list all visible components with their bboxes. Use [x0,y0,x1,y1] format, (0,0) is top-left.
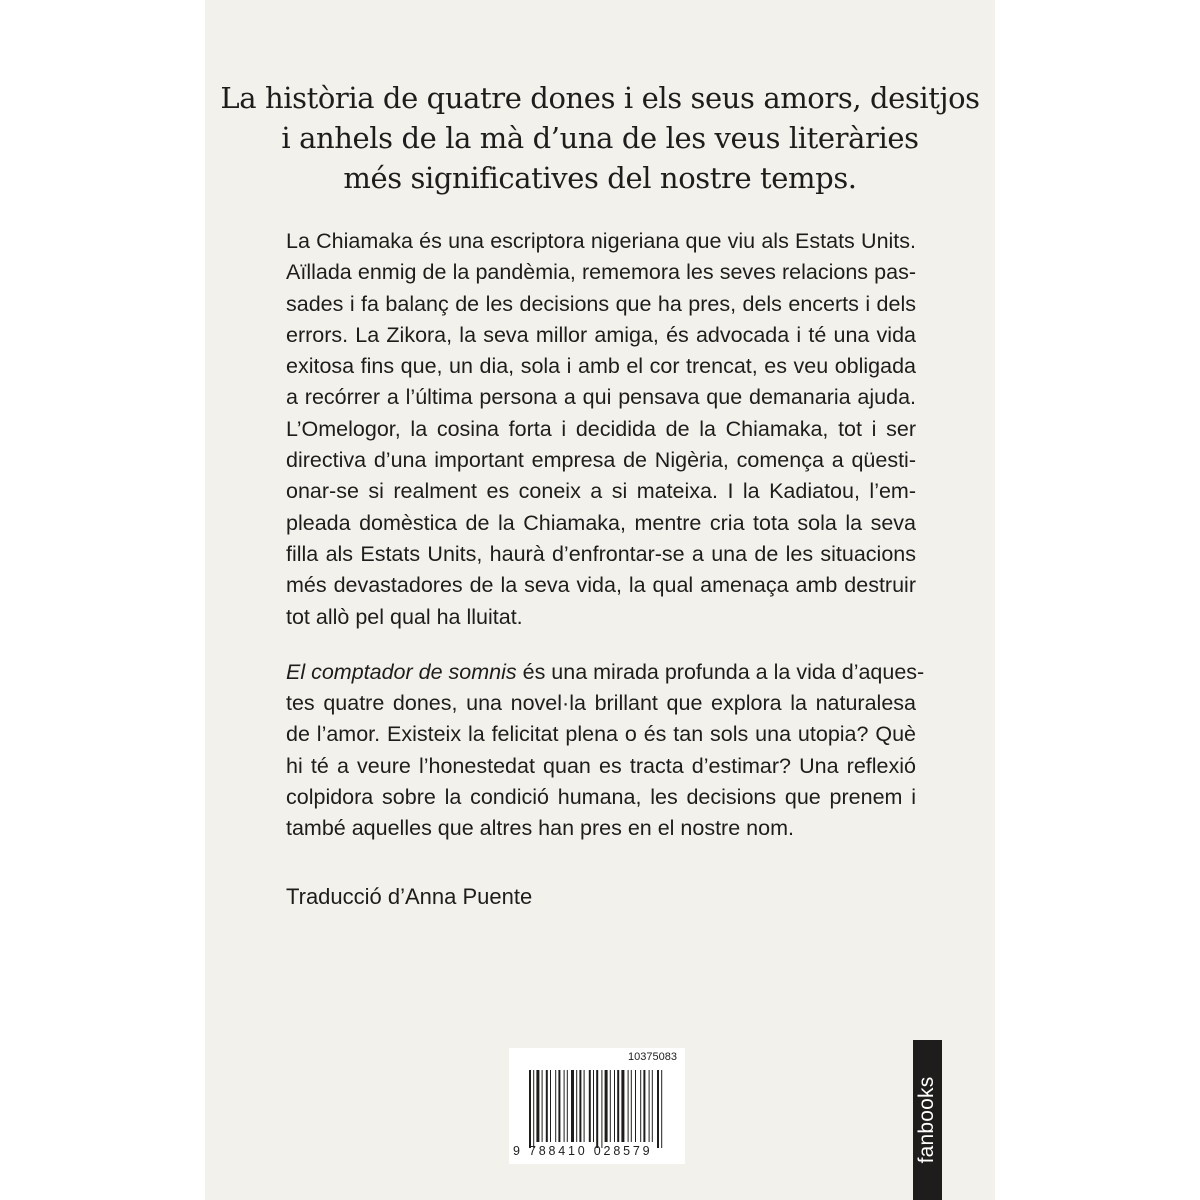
translator-credit: Traducció d’Anna Puente [286,884,533,909]
barcode-bar [529,1070,531,1148]
barcode-bar [640,1070,641,1142]
blurb-line: filla als Estats Units, haurà d’enfrontar-se a una de les situacions [286,541,916,566]
blurb-line: onar-se si realment es coneix a si mateixa. I la Kadiatou, l’em- [286,479,916,504]
barcode-bar [550,1070,551,1142]
barcode-bar [617,1070,619,1142]
blurb-line: directiva d’una important empresa de Nigèria, comença a qüesti- [286,448,916,473]
blurb-line: també aquelles que altres han pres en el nostre nom. [286,816,794,841]
barcode-bar [536,1070,539,1142]
tagline-line: La història de quatre dones i els seus amors, desitjos [220,81,980,115]
barcode-bar [649,1070,650,1142]
blurb-line: pleada domèstica de la Chiamaka, mentre cria tota sola la seva [286,510,916,535]
barcode-bar [610,1070,611,1142]
blurb-line: més devastadores de la seva vida, la qual amenaça amb destruir [286,573,916,598]
barcode-bar [635,1070,636,1142]
barcode-bar [601,1070,602,1148]
publisher-logo [913,1040,942,1200]
blurb-paragraph-2 [286,657,925,845]
blurb-line-rest: és una mirada profunda a la vida d’aques- [516,659,925,684]
blurb-line: L’Omelogor, la cosina forta i decidida de la Chiamaka, tot i ser [286,416,916,441]
barcode-bar [558,1070,560,1142]
blurb-line: hi té a veure l’honestedat quan es tracta d’estimar? Una reflexió [286,753,916,778]
barcode-bar [579,1070,581,1142]
tagline [205,78,995,198]
blurb-line: tes quatre dones, una novel·la brillant que explora la naturalesa [286,691,916,716]
barcode [509,1048,685,1164]
tagline-line: i anhels de la mà d’una de les veus literàries [281,121,919,155]
barcode-bar [546,1070,548,1142]
tagline-line: més significatives del nostre temps. [343,161,857,195]
barcode-bar [628,1070,629,1142]
blurb-line: a recórrer a l’última persona a qui pensava que demanaria ajuda. [286,385,916,410]
barcode-bar [596,1070,598,1148]
barcode-code: 10375083 [628,1051,677,1063]
barcode-bar [593,1070,594,1142]
isbn-number: 9 788410 028579 [513,1144,653,1158]
barcode-bar [564,1070,565,1142]
barcode-bar [533,1070,534,1148]
blurb-line [286,657,925,688]
barcode-bar [567,1070,568,1142]
barcode-bar [584,1070,585,1142]
blurb-line: colpidora sobre la condició humana, les decisions que prenem i [286,785,916,810]
book-title: El comptador de somnis [286,659,517,684]
barcode-bar [571,1070,574,1142]
barcode-bar [576,1070,577,1142]
blurb-line: tot allò pel qual ha lluitat. [286,604,523,629]
blurb-line: exitosa fins que, un dia, sola i amb el cor trencat, es veu obligada [286,354,916,379]
barcode-bar [621,1070,624,1142]
blurb-line: sades i fa balanç de les decisions que ha pres, dels encerts i dels [286,291,916,316]
barcode-bar [661,1070,662,1148]
publisher-name: fanbooks [915,1076,938,1164]
blurb-line: La Chiamaka és una escriptora nigeriana que viu als Estats Units. [286,229,916,253]
barcode-bar [542,1070,543,1142]
back-cover [205,0,995,1200]
blurb [286,226,925,869]
barcode-bar [555,1070,556,1142]
barcode-bar [614,1070,615,1142]
barcode-bar [605,1070,608,1142]
blurb-paragraph-1 [286,226,916,633]
blurb-line: Aïllada enmig de la pandèmia, rememora les seves relacions pas- [286,260,916,285]
barcode-bar [643,1070,645,1142]
barcode-bar [589,1070,591,1142]
barcode-bar [657,1070,659,1148]
barcode-bar [631,1070,632,1142]
blurb-line: de l’amor. Existeix la felicitat plena o és tan sols una utopia? Què [286,722,916,747]
barcode-bar [652,1070,653,1142]
blurb-line: errors. La Zikora, la seva millor amiga, és advocada i té una vida [286,322,916,347]
